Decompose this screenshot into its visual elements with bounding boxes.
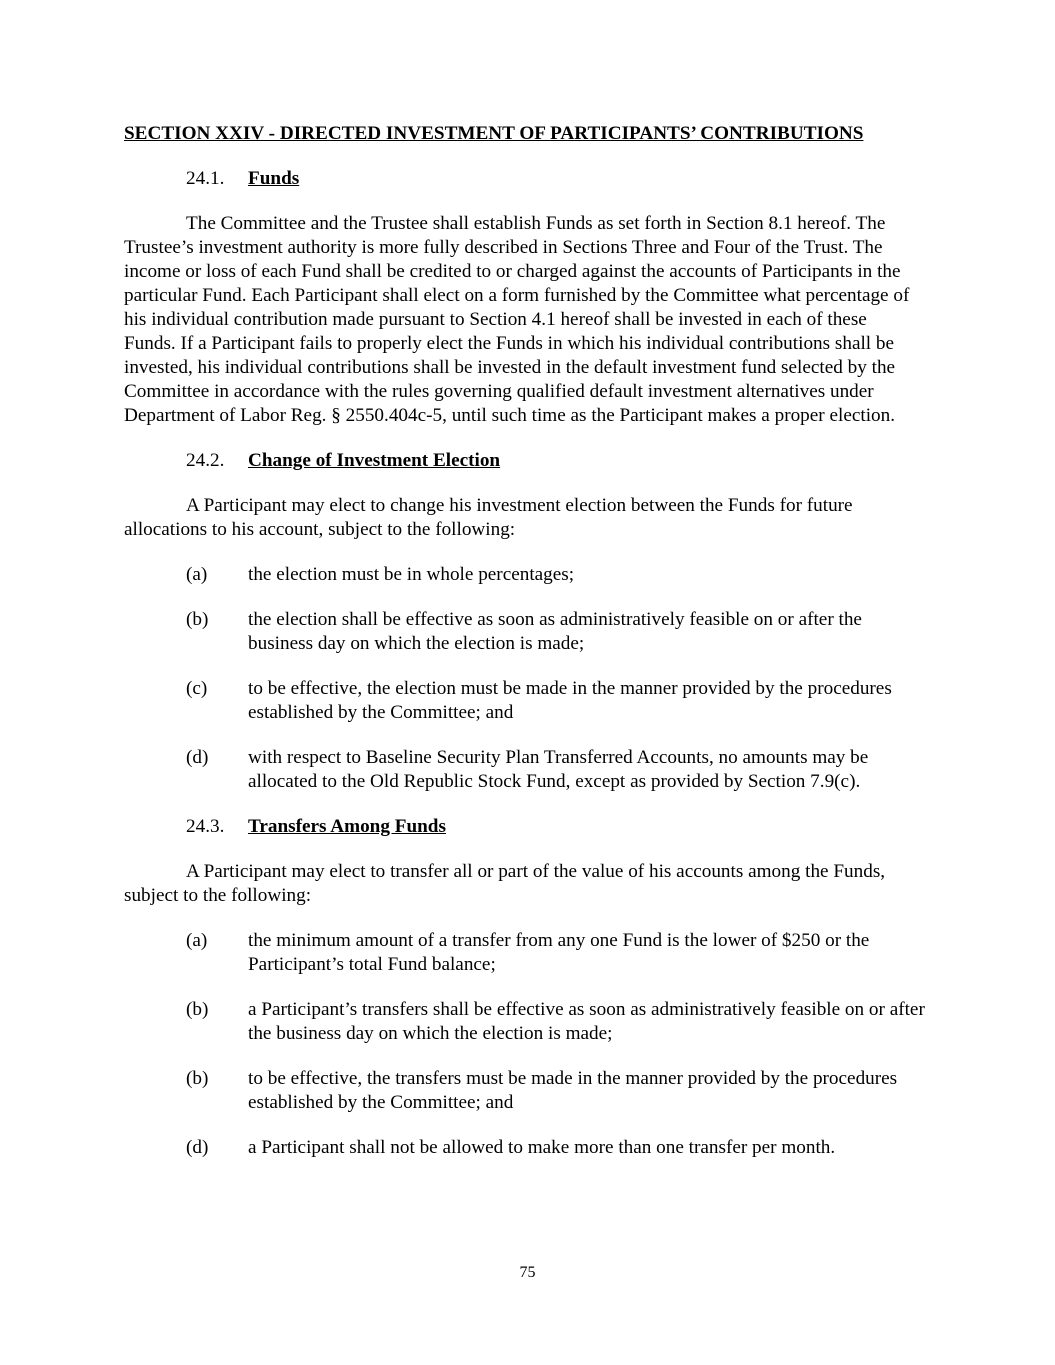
subsection-title: Change of Investment Election xyxy=(248,450,501,471)
paragraph-funds: The Committee and the Trustee shall establish Funds as set forth in Section 8.1 hereof. The Trustee’s investment authority is more fully described in Sections Three and Four of the Trust. The income or loss of each Fund shall be credited to or charged against the accounts of Participants in the particular Fund. Each Participant shall elect on a form furnished by the Committee what percentage of his individual contribution made pursuant to Section 4.1 hereof shall be invested in each of these Funds. If a Participant fails to properly elect the Funds in which his individual contributions shall be invested, his individual contributions shall be invested in the default investment fund selected by the Committee in accordance with the rules governing qualified default investment alternatives under Department of Labor Reg. § 2550.404c-5, until such time as the Participant makes a proper election. xyxy=(124,213,910,426)
section-title: SECTION XXIV - DIRECTED INVESTMENT OF PARTICIPANTS’ CONTRIBUTIONS xyxy=(124,123,864,144)
list-transfers xyxy=(124,929,934,1160)
list-item xyxy=(124,563,934,587)
list-item-label: (c) xyxy=(186,678,208,699)
subsection-heading-24-3 xyxy=(124,815,934,839)
list-item-text: a Participant shall not be allowed to make more than one transfer per month. xyxy=(248,1137,836,1158)
list-item-text: with respect to Baseline Security Plan Transferred Accounts, no amounts may be allocated to the Old Republic Stock Fund, except as provided by Section 7.9(c). xyxy=(248,747,869,792)
subsection-number: 24.1. xyxy=(186,168,225,189)
list-item xyxy=(124,1067,934,1115)
subsection-heading-24-1 xyxy=(124,167,934,191)
list-item-text: a Participant’s transfers shall be effective as soon as administratively feasible on or after the business day on which the election is made; xyxy=(248,999,925,1044)
list-item xyxy=(124,929,934,977)
subsection-title: Transfers Among Funds xyxy=(248,816,446,837)
document-page xyxy=(124,122,934,1181)
list-item xyxy=(124,746,934,794)
list-item xyxy=(124,1136,934,1160)
list-item-label: (b) xyxy=(186,609,209,630)
list-item-label: (d) xyxy=(186,747,209,768)
list-item-text: the election must be in whole percentages; xyxy=(248,564,575,585)
list-item xyxy=(124,608,934,656)
list-item-label: (d) xyxy=(186,1137,209,1158)
subsection-heading-24-2 xyxy=(124,449,934,473)
list-item-text: the minimum amount of a transfer from any one Fund is the lower of $250 or the Participant’s total Fund balance; xyxy=(248,930,870,975)
page-number: 75 xyxy=(519,1264,536,1281)
list-item xyxy=(124,998,934,1046)
list-item-text: the election shall be effective as soon as administratively feasible on or after the business day on which the election is made; xyxy=(248,609,862,654)
list-item xyxy=(124,677,934,725)
list-item-label: (a) xyxy=(186,930,208,951)
list-change-election xyxy=(124,563,934,794)
paragraph-change-election: A Participant may elect to change his investment election between the Funds for future allocations to his account, subject to the following: xyxy=(124,495,853,540)
subsection-number: 24.2. xyxy=(186,450,225,471)
paragraph-transfers: A Participant may elect to transfer all or part of the value of his accounts among the Funds, subject to the following: xyxy=(124,861,886,906)
list-item-label: (b) xyxy=(186,1068,209,1089)
list-item-label: (a) xyxy=(186,564,208,585)
list-item-text: to be effective, the transfers must be made in the manner provided by the procedures established by the Committee; and xyxy=(248,1068,898,1113)
list-item-text: to be effective, the election must be made in the manner provided by the procedures established by the Committee; and xyxy=(248,678,892,723)
subsection-number: 24.3. xyxy=(186,816,225,837)
subsection-title: Funds xyxy=(248,168,300,189)
list-item-label: (b) xyxy=(186,999,209,1020)
